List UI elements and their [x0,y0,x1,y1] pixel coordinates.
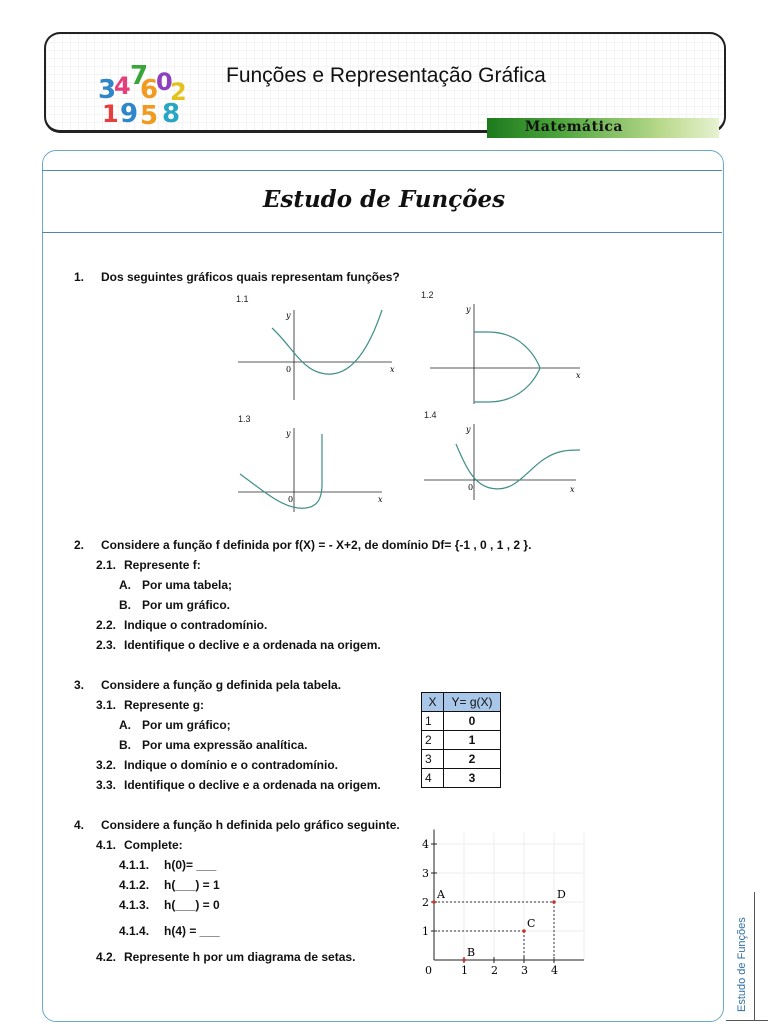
graph-1-3 [232,424,392,514]
table-cell: 3 [422,750,444,769]
q2-item-number: A. [119,578,131,592]
sidebar-rule [754,892,755,1020]
q2-item-text: Identifique o declive e a ordenada na origem. [124,638,381,652]
q2-item-text: Por uma tabela; [142,578,233,592]
graph-1-2-label: 1.2 [421,290,434,300]
q4-item-number: 4.1.4. [119,924,150,938]
numbers-logo-icon [96,60,196,126]
q4-item-number: 4.1. [96,838,117,852]
svg-text:6: 6 [140,75,159,105]
svg-text:x: x [576,371,581,380]
svg-text:1: 1 [102,100,119,126]
q4-item-number: 4.1.2. [119,878,150,892]
table-cell: 3 [444,769,501,788]
subject-badge [487,118,719,138]
q1-number: 1. [74,270,85,284]
y-tick-label: 2 [422,896,429,909]
q4-item-text: h(___) = 0 [164,898,220,912]
table-cell: 2 [444,750,501,769]
sidebar-text: Estudo de Funções [736,917,748,1012]
point-label: B [467,946,476,959]
q2-item-text: Por um gráfico. [142,598,231,612]
svg-text:x: x [390,365,395,374]
svg-text:3: 3 [98,75,117,105]
q4-item-text: h(___) = 1 [164,878,220,892]
q4-item-number: 4.1.3. [119,898,150,912]
q4-item-text: h(4) = ___ [164,924,220,938]
q2-item-text: Represente f: [124,558,201,572]
q2-text: Considere a função f definida por f(X) = - X+2, de domínio Df= {-1 , 0 , 1 , 2 }. [101,538,532,552]
q2-item-number: 2.2. [96,618,117,632]
q3-item-text: Por um gráfico; [142,718,231,732]
data-point-c [522,929,526,933]
table-row [422,750,501,769]
y-tick-label: 4 [422,838,429,851]
graph-1-4 [420,420,584,504]
table-cell: 4 [422,769,444,788]
q3-item-number: B. [119,738,131,752]
x-tick-label: 2 [491,964,498,976]
svg-text:0: 0 [288,495,294,504]
q2-item-number: 2.3. [96,638,117,652]
svg-text:8: 8 [162,99,181,126]
graph-1-1-label: 1.1 [236,294,249,304]
table-row [422,712,501,731]
q4-item-text: h(0)= ___ [164,858,217,872]
table-cell: 0 [444,712,501,731]
svg-text:7: 7 [130,61,149,91]
q3-item-text: Identifique o declive e a ordenada na origem. [124,778,381,792]
title-band-bottom-rule [42,232,722,233]
x-tick-label: 0 [425,964,432,976]
data-point-d [552,900,556,904]
svg-text:5: 5 [140,101,159,126]
graph-1-1 [232,300,400,404]
q4-item-number: 4.1.1. [119,858,150,872]
svg-text:2: 2 [170,78,187,106]
y-tick-label: 3 [422,867,429,880]
graph-1-2 [424,296,588,408]
q3-item-number: 3.2. [96,758,117,772]
h-function-graph [414,820,594,976]
svg-text:y: y [286,429,291,438]
q3-item-number: A. [119,718,131,732]
svg-text:y: y [466,425,471,434]
svg-text:x: x [570,485,575,494]
q4-item-number: 4.2. [96,950,117,964]
q4-text: Considere a função h definida pelo gráfico seguinte. [101,818,400,832]
q3-item-text: Indique o domínio e o contradomínio. [124,758,338,772]
point-label: C [527,917,536,930]
table-header-row [422,693,501,712]
q4-number: 4. [74,818,85,832]
graph-1-3-label: 1.3 [238,414,251,424]
point-label: A [437,888,445,901]
title-band-top-rule [42,170,722,171]
q3-item-number: 3.1. [96,698,117,712]
q2-item-number: 2.1. [96,558,117,572]
q3-item-text: Represente g: [124,698,205,712]
table-cell: 1 [444,731,501,750]
q3-item-number: 3.3. [96,778,117,792]
y-tick-label: 1 [422,925,429,938]
point-label: D [557,888,566,901]
q2-item-number: B. [119,598,131,612]
table-header-y: Y= g(X) [444,693,501,712]
q3-number: 3. [74,678,85,692]
q3-item-text: Por uma expressão analítica. [142,738,308,752]
x-tick-label: 1 [461,964,468,976]
subject-label: Matemática [524,119,623,135]
svg-text:y: y [466,305,471,314]
svg-text:4: 4 [114,72,131,100]
q2-item-text: Indique o contradomínio. [124,618,268,632]
table-cell: 2 [422,731,444,750]
q4-item-text: Represente h por um diagrama de setas. [124,950,356,964]
sidebar-section-label [726,892,746,1012]
section-title: Estudo de Funções [262,186,506,213]
page-title: Funções e Representação Gráfica [226,64,546,87]
x-tick-label: 4 [551,964,558,976]
sidebar-underline [726,1020,768,1021]
q3-text: Considere a função g definida pela tabela. [101,678,342,692]
data-point-a [432,900,436,904]
svg-text:0: 0 [156,68,173,96]
table-header-x: X [422,693,444,712]
svg-text:x: x [378,495,383,504]
table-row [422,731,501,750]
graph-1-4-label: 1.4 [424,410,437,420]
svg-text:0: 0 [286,365,292,374]
g-function-table [421,692,501,788]
x-tick-label: 3 [521,964,528,976]
table-row [422,769,501,788]
q4-item-text: Complete: [124,838,183,852]
data-point-b [462,958,466,962]
q1-text: Dos seguintes gráficos quais representam funções? [101,270,400,284]
table-cell: 1 [422,712,444,731]
svg-text:0: 0 [468,483,474,492]
q2-number: 2. [74,538,85,552]
svg-text:y: y [286,311,291,320]
svg-text:9: 9 [120,99,139,126]
